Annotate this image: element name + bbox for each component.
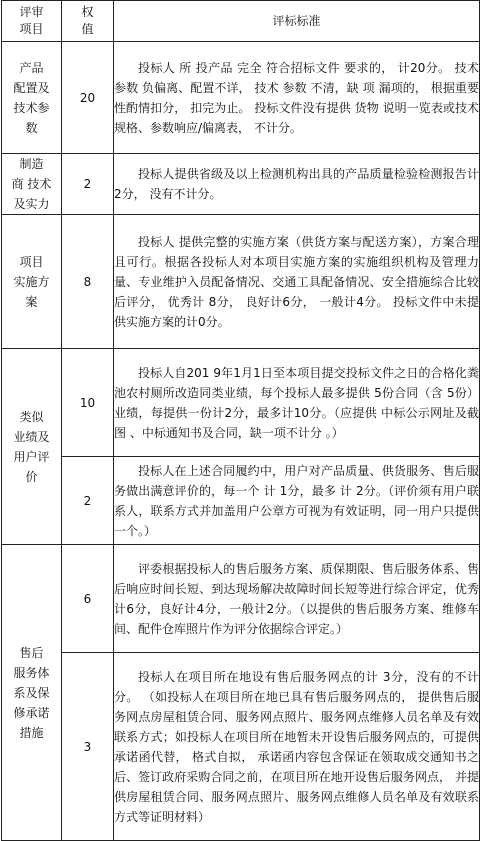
table-row (2, 215, 480, 349)
weight-cell: 6 (62, 545, 114, 653)
weight-cell: 2 (62, 457, 114, 545)
weight-cell: 10 (62, 349, 114, 457)
standard-text: 投标人在项目所在地设有售后服务网点的计 3分，没有的不计分。 （如投标人在项目所在地已具有售后服务网点的， 提供售后服务网点房屋租赁合同、服务网点照片、服务网点维修人员名单及有效联系方式；如投标人在项目所在地暂未开设售后服务网点的，可提供承诺函代替， 格式自拟， 承诺函内容包含保证在领取成交通知书之后、签订政府采购合同之前，在项目所在地开设售后服务网点， 并提供房屋租赁合同、服务网点照片、服务网点维修人员名单及有效联系方式等证明材料） (114, 669, 479, 824)
item-cell: 项目 实施方 案 (2, 215, 62, 349)
standard-text: 投标人在上述合同履约中，用户对产品质量、供货服务、售后服务做出满意评价的，每一个 计 1分，最多 计 2分。（评价须有用户联系人，联系方式并加盖用户公章方可视为有效证明，同一用户只提供一个。） (114, 463, 479, 538)
item-cell: 类似 业绩及 用户评 价 (2, 349, 62, 545)
item-cell: 售后 服务体 系及保 修承诺 措施 (2, 545, 62, 841)
header-item: 评审 项目 (2, 1, 62, 42)
header-standard: 评标标准 (114, 1, 480, 42)
item-cell: 制造 商 技术 及实力 (2, 154, 62, 215)
weight-cell: 2 (62, 154, 114, 215)
standard-cell (114, 154, 480, 215)
weight-cell: 8 (62, 215, 114, 349)
standard-cell (114, 457, 480, 545)
header-weight: 权 值 (62, 1, 114, 42)
scoring-table (1, 0, 480, 841)
weight-cell: 3 (62, 653, 114, 841)
standard-cell (114, 215, 480, 349)
standard-text: 投标人 提供完整的实施方案（供货方案与配送方案），方案合理且可行。根据各投标人对本项目实施方案的实施组织机构及管理力量、专业维护入员配备情况、交通工具配备情况、安全措施综合比较后评分， 优秀计 8分， 良好计6分， 一般计4分。 投标文件中未提供实施方案的计0分。 (114, 234, 479, 329)
standard-text: 投标人提供省级及以上检测机构出具的产品质量检验检测报告计 2分， 没有不计分。 (114, 167, 479, 201)
standard-cell (114, 653, 480, 841)
table-row (2, 457, 480, 545)
header-row (2, 1, 480, 42)
standard-text: 投标人自201 9年1月1日至本项目提交投标文件之日的合格化粪池农村厕所改造同类业绩，每个投标人最多提供 5份合同（含 5份）业绩，每提供一份计2分，最多计10分。（应提供 中标公示网址及截图 、中标通知书及合同，缺一项不计分 。） (114, 365, 479, 440)
standard-cell (114, 545, 480, 653)
standard-cell (114, 42, 480, 154)
standard-cell (114, 349, 480, 457)
item-cell: 产品 配置及 技术参 数 (2, 42, 62, 154)
standard-text: 投标人 所 投产品 完全 符合招标文件 要求的， 计20分。 技术 参数 负偏离、配置不详， 技术 参数 不清，缺 项 漏项的， 根据重要性酌情扣分， 扣完为止。 投标文件没有提供 货物 说明一览表或技术规格、参数响应/偏离表， 不计分。 (114, 60, 479, 135)
weight-cell: 20 (62, 42, 114, 154)
table-row (2, 154, 480, 215)
table-row (2, 42, 480, 154)
standard-text: 评委根据投标人的售后服务方案、质保期限、售后服务体系、售后响应时间长短、到达现场解决故障时间长短等进行综合评定，优秀计6分，良好计4分，一般计2分。（以提供的售后服务方案、维修车间、配件仓库照片作为评分依据综合评定。） (114, 561, 479, 636)
table-row (2, 545, 480, 653)
table-row (2, 349, 480, 457)
table-row (2, 653, 480, 841)
